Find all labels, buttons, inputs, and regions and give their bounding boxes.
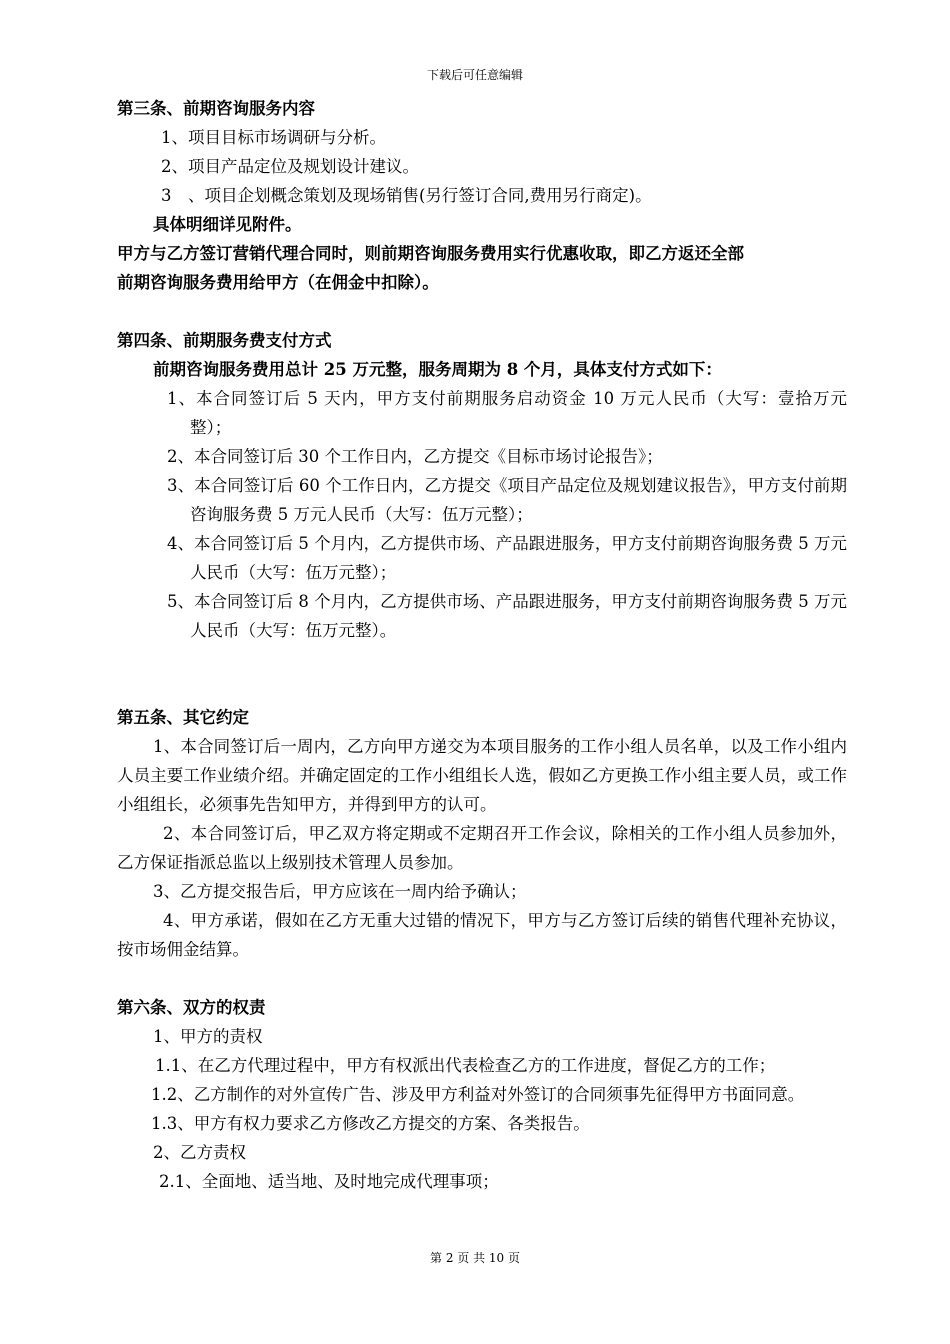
- s3-item-1: 1、项目目标市场调研与分析。: [161, 128, 386, 147]
- section-3-title: 第三条、前期咨询服务内容: [117, 99, 315, 118]
- s3-bold-line-2: 前期咨询服务费用给甲方（在佣金中扣除）。: [117, 273, 439, 292]
- s6-sub-2: 2、乙方责权: [153, 1143, 246, 1162]
- s6-sub-1: 1、甲方的责权: [153, 1027, 263, 1046]
- s6-item-1-3: 1.3、甲方有权力要求乙方修改乙方提交的方案、各类报告。: [151, 1114, 590, 1133]
- s3-detail: 具体明细详见附件。: [153, 215, 302, 234]
- s3-item-3: 3 、项目企划概念策划及现场销售(另行签订合同,费用另行商定)。: [161, 186, 652, 205]
- section-4-title: 第四条、前期服务费支付方式: [117, 331, 332, 350]
- section-5-title: 第五条、其它约定: [117, 708, 249, 727]
- s6-item-2-1: 2.1、全面地、适当地、及时地完成代理事项；: [159, 1172, 499, 1191]
- s5-item-4: 4、甲方承诺，假如在乙方无重大过错的情况下，甲方与乙方签订后续的销售代理补充协议，按市场佣金结算。: [117, 911, 847, 959]
- s4-item-4: 4、本合同签订后 5 个月内，乙方提供市场、产品跟进服务，甲方支付前期咨询服务费 5 万元人民币（大写：伍万元整）；: [167, 534, 847, 582]
- s3-bold-line-1: 甲方与乙方签订营销代理合同时，则前期咨询服务费用实行优惠收取，即乙方返还全部: [117, 244, 744, 263]
- s4-item-5: 5、本合同签订后 8 个月内，乙方提供市场、产品跟进服务，甲方支付前期咨询服务费 5 万元人民币（大写：伍万元整）。: [167, 592, 847, 640]
- s6-item-1-2: 1.2、乙方制作的对外宣传广告、涉及甲方利益对外签订的合同须事先征得甲方书面同意。: [151, 1085, 805, 1104]
- s5-item-3: 3、乙方提交报告后，甲方应该在一周内给予确认；: [153, 882, 527, 901]
- page-footer: 第 2 页 共 10 页: [430, 1251, 520, 1265]
- s6-item-1-1: 1.1、在乙方代理过程中，甲方有权派出代表检查乙方的工作进度，督促乙方的工作；: [155, 1056, 776, 1075]
- s5-item-1: 1、本合同签订后一周内，乙方向甲方递交为本项目服务的工作小组人员名单，以及工作小组内人员主要工作业绩介绍。并确定固定的工作小组组长人选，假如乙方更换工作小组主要人员，或工作小组组长，必须事先告知甲方，并得到甲方的认可。: [117, 737, 847, 814]
- s4-item-1: 1、本合同签订后 5 天内，甲方支付前期服务启动资金 10 万元人民币（大写：壹拾万元整）；: [167, 389, 847, 437]
- s4-intro: 前期咨询服务费用总计 25 万元整，服务周期为 8 个月，具体支付方式如下：: [153, 360, 722, 379]
- page-header: 下载后可任意编辑: [426, 68, 523, 82]
- s5-item-2: 2、本合同签订后，甲乙双方将定期或不定期召开工作会议，除相关的工作小组人员参加外，乙方保证指派总监以上级别技术管理人员参加。: [117, 824, 847, 872]
- s4-item-3: 3、本合同签订后 60 个工作日内，乙方提交《项目产品定位及规划建议报告》，甲方支付前期咨询服务费 5 万元人民币（大写：伍万元整）；: [167, 476, 847, 524]
- section-6-title: 第六条、双方的权责: [117, 998, 266, 1017]
- s4-item-2: 2、本合同签订后 30 个工作日内，乙方提交《目标市场讨论报告》；: [167, 447, 663, 466]
- document-body: [117, 94, 847, 1196]
- s6-item-1-2-wrap: [151, 1080, 847, 1109]
- s3-item-2: 2、项目产品定位及规划设计建议。: [161, 157, 419, 176]
